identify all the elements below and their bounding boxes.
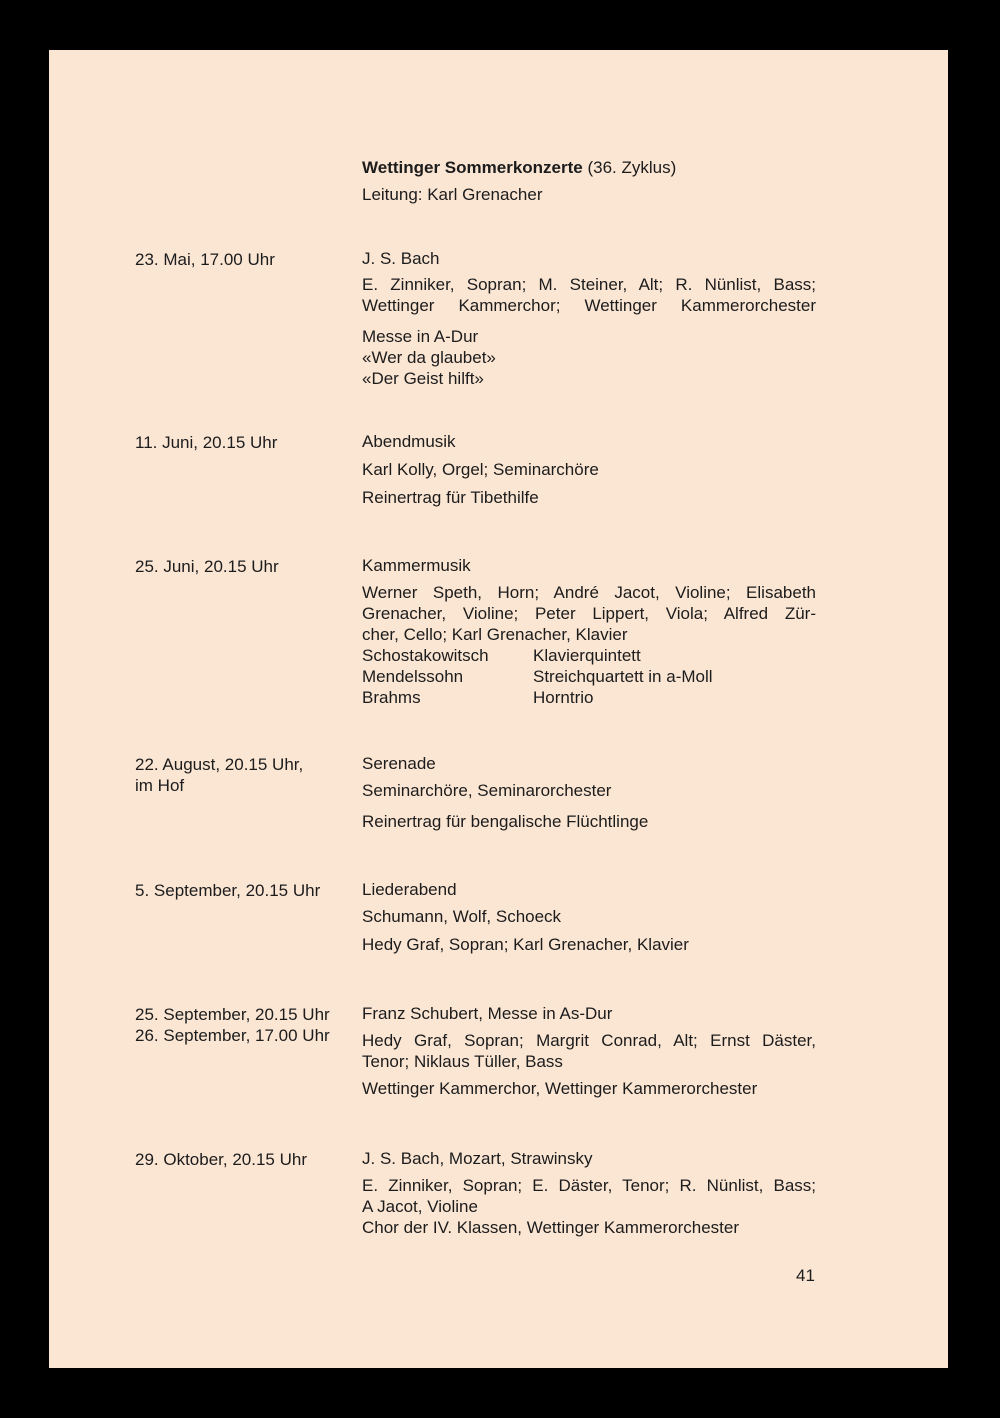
program-title-bold: Wettinger Sommerkonzerte (362, 158, 583, 177)
program-work: Streichquartett in a-Moll (533, 667, 713, 686)
event-work: «Der Geist hilft» (362, 369, 484, 388)
event-location: im Hof (135, 776, 185, 795)
event-work: «Wer da glaubet» (362, 348, 496, 367)
program-direction: Leitung: Karl Grenacher (362, 185, 543, 204)
program-composer: Mendelssohn (362, 667, 464, 686)
event-performers: Seminarchöre, Seminarorchester (362, 781, 612, 800)
event-date: 11. Juni, 20.15 Uhr (135, 433, 278, 452)
event-date: 5. September, 20.15 Uhr (135, 881, 321, 900)
event-performers: Chor der IV. Klassen, Wettinger Kammerorchester (362, 1218, 739, 1237)
event-date: 25. September, 20.15 Uhr (135, 1005, 330, 1024)
event-performers: E. Zinniker, Sopran; M. Steiner, Alt; R. Nünlist, Bass; (362, 275, 816, 294)
program-title (362, 157, 676, 178)
event-performers: Werner Speth, Horn; André Jacot, Violine; Elisabeth (362, 583, 816, 602)
document-page (49, 50, 948, 1368)
event-note: Reinertrag für Tibethilfe (362, 488, 539, 507)
event-title: Abendmusik (362, 432, 456, 451)
program-composer: Brahms (362, 688, 421, 707)
event-title: Kammermusik (362, 556, 471, 575)
event-works: Schumann, Wolf, Schoeck (362, 907, 562, 926)
event-performers: Hedy Graf, Sopran; Karl Grenacher, Klavier (362, 935, 689, 954)
event-performers: Tenor; Niklaus Tüller, Bass (362, 1052, 563, 1071)
event-performers: Wettinger Kammerchor; Wettinger Kammerorchester (362, 296, 816, 315)
event-title: J. S. Bach, Mozart, Strawinsky (362, 1149, 593, 1168)
event-performers: Karl Kolly, Orgel; Seminarchöre (362, 460, 599, 479)
program-work: Klavierquintett (533, 646, 641, 665)
event-performers: cher, Cello; Karl Grenacher, Klavier (362, 625, 628, 644)
event-performers: Wettinger Kammerchor, Wettinger Kammerorchester (362, 1079, 758, 1098)
event-date: 25. Juni, 20.15 Uhr (135, 557, 279, 576)
event-title: J. S. Bach (362, 249, 440, 268)
event-performers: Grenacher, Violine; Peter Lippert, Viola; Alfred Zür- (362, 604, 816, 623)
program-composer: Schostakowitsch (362, 646, 489, 665)
event-title: Liederabend (362, 880, 457, 899)
event-performers: Hedy Graf, Sopran; Margrit Conrad, Alt; Ernst Däster, (362, 1031, 816, 1050)
event-work: Messe in A-Dur (362, 327, 479, 346)
program-title-cycle: (36. Zyklus) (582, 158, 677, 177)
event-date: 23. Mai, 17.00 Uhr (135, 250, 275, 269)
event-date: 22. August, 20.15 Uhr, (135, 755, 304, 774)
page-number: 41 (796, 1266, 815, 1285)
event-date: 29. Oktober, 20.15 Uhr (135, 1150, 307, 1169)
event-performers: E. Zinniker, Sopran; E. Däster, Tenor; R. Nünlist, Bass; (362, 1176, 816, 1195)
program-work: Horntrio (533, 688, 594, 707)
event-note: Reinertrag für bengalische Flüchtlinge (362, 812, 649, 831)
event-date: 26. September, 17.00 Uhr (135, 1026, 330, 1045)
event-performers: A Jacot, Violine (362, 1197, 478, 1216)
event-title: Franz Schubert, Messe in As-Dur (362, 1004, 613, 1023)
event-title: Serenade (362, 754, 436, 773)
